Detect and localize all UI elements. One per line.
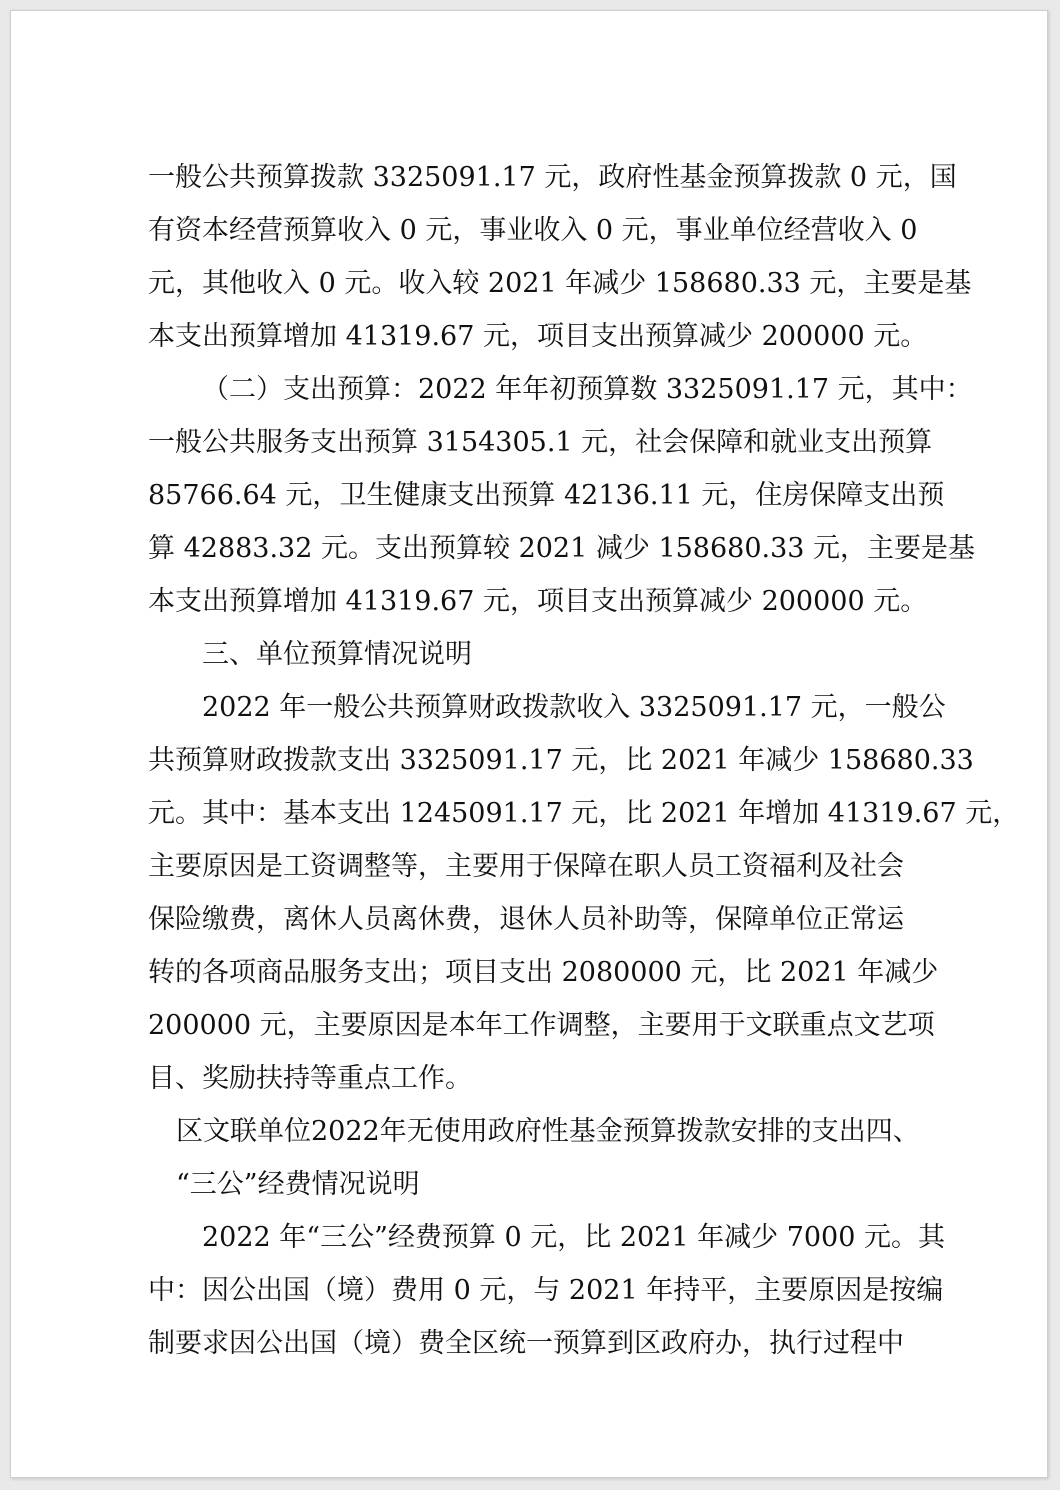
document-page	[10, 10, 1048, 1478]
text-line: 转的各项商品服务支出；项目支出 2080000 元，比 2021 年减少	[148, 957, 939, 988]
text-line: 一般公共预算拨款 3325091.17 元，政府性基金预算拨款 0 元，国	[148, 162, 957, 193]
text-line: 元。其中：基本支出 1245091.17 元，比 2021 年增加 41319.67 元，	[148, 798, 1020, 829]
text-line: 85766.64 元，卫生健康支出预算 42136.11 元，住房保障支出预	[148, 480, 945, 511]
text-line: “三公”经费情况说明	[176, 1169, 420, 1200]
text-line: 本支出预算增加 41319.67 元，项目支出预算减少 200000 元。	[148, 321, 928, 352]
text-line: 保险缴费，离休人员离休费，退休人员补助等，保障单位正常运	[148, 904, 904, 935]
text-line: 制要求因公出国（境）费全区统一预算到区政府办，执行过程中	[148, 1328, 904, 1359]
text-line: 三、单位预算情况说明	[202, 639, 472, 670]
text-line: 共预算财政拨款支出 3325091.17 元，比 2021 年减少 158680.33	[148, 745, 974, 776]
text-line: 本支出预算增加 41319.67 元，项目支出预算减少 200000 元。	[148, 586, 928, 617]
text-line: 元，其他收入 0 元。收入较 2021 年减少 158680.33 元，主要是基	[148, 268, 972, 299]
text-line: （二）支出预算：2022 年年初预算数 3325091.17 元，其中：	[202, 374, 973, 405]
text-line: 2022 年一般公共预算财政拨款收入 3325091.17 元，一般公	[202, 692, 946, 723]
document-body	[138, 151, 1020, 1370]
text-line: 一般公共服务支出预算 3154305.1 元，社会保障和就业支出预算	[148, 427, 933, 458]
text-line: 200000 元，主要原因是本年工作调整，主要用于文联重点文艺项	[148, 1010, 935, 1041]
text-line: 2022 年“三公”经费预算 0 元，比 2021 年减少 7000 元。其	[202, 1222, 946, 1253]
text-line: 主要原因是工资调整等，主要用于保障在职人员工资福利及社会	[148, 851, 904, 882]
text-line: 中：因公出国（境）费用 0 元，与 2021 年持平，主要原因是按编	[148, 1275, 944, 1306]
text-line: 区文联单位2022年无使用政府性基金预算拨款安排的支出四、	[176, 1116, 920, 1147]
text-line: 算 42883.32 元。支出预算较 2021 减少 158680.33 元，主要是基	[148, 533, 976, 564]
text-line: 目、奖励扶持等重点工作。	[148, 1063, 472, 1094]
text-line: 有资本经营预算收入 0 元，事业收入 0 元，事业单位经营收入 0	[148, 215, 918, 246]
